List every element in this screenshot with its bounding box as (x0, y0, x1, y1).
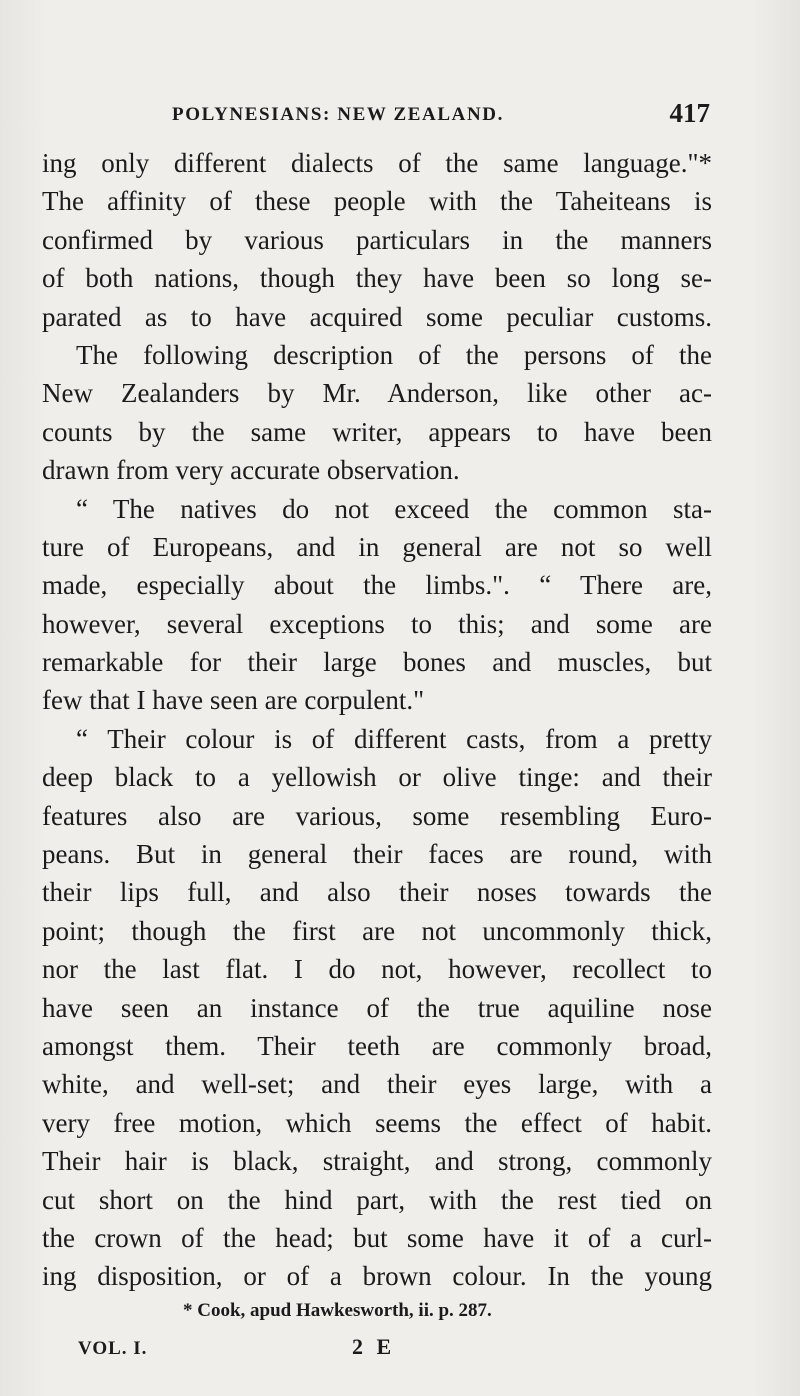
paragraph-start-line: “ Their colour is of different casts, from a pretty (76, 723, 712, 754)
running-title: POLYNESIANS: NEW ZEALAND. (172, 104, 504, 125)
text-line: counts by the same writer, appears to have been (42, 416, 712, 447)
text-line: made, especially about the limbs.". “ There are, (42, 570, 712, 601)
text-line: features also are various, some resembling Euro- (42, 800, 712, 831)
text-line: ture of Europeans, and in general are not so well (42, 531, 712, 562)
text-line: remarkable for their large bones and muscles, but (42, 647, 712, 678)
body-text (42, 144, 712, 1296)
page-number: 417 (669, 98, 710, 128)
text-line: few that I have seen are corpulent." (42, 685, 425, 716)
text-line: white, and well-set; and their eyes large, with a (42, 1069, 712, 1100)
text-line: ing disposition, or of a brown colour. In the young (42, 1261, 712, 1292)
text-line: point; though the first are not uncommonly thick, (42, 915, 712, 946)
running-head (40, 98, 710, 138)
text-line: very free motion, which seems the effect of habit. (42, 1107, 712, 1138)
text-line: deep black to a yellowish or olive tinge: and their (42, 762, 712, 793)
text-line: of both nations, though they have been so long se- (42, 263, 712, 294)
text-line: amongst them. Their teeth are commonly broad, (42, 1030, 712, 1061)
footnote: * Cook, apud Hawkesworth, ii. p. 287. (183, 1300, 492, 1321)
volume-label: VOL. I. (78, 1338, 148, 1359)
text-line: the crown of the head; but some have it of a curl- (42, 1222, 712, 1253)
text-line: peans. But in general their faces are round, with (42, 839, 712, 870)
text-line: have seen an instance of the true aquiline nose (42, 992, 712, 1023)
text-line: cut short on the hind part, with the rest tied on (42, 1184, 712, 1215)
text-line: parated as to have acquired some peculiar customs. (42, 301, 712, 332)
text-line: ing only different dialects of the same language."* (42, 148, 712, 178)
text-line: nor the last flat. I do not, however, recollect to (42, 954, 712, 985)
text-line: The affinity of these people with the Taheiteans is (42, 186, 712, 217)
text-line: New Zealanders by Mr. Anderson, like other ac- (42, 378, 712, 409)
text-line: confirmed by various particulars in the manners (42, 224, 712, 255)
page-footer (78, 1332, 408, 1362)
text-line: Their hair is black, straight, and strong, commonly (42, 1146, 712, 1177)
paragraph-start-line: “ The natives do not exceed the common sta- (76, 493, 712, 524)
text-line: however, several exceptions to this; and some are (42, 608, 712, 639)
text-line: drawn from very accurate observation. (42, 455, 460, 486)
paragraph-start-line: The following description of the persons of the (76, 339, 712, 370)
text-line: their lips full, and also their noses towards the (42, 877, 712, 908)
signature-mark: 2 E (352, 1334, 396, 1359)
